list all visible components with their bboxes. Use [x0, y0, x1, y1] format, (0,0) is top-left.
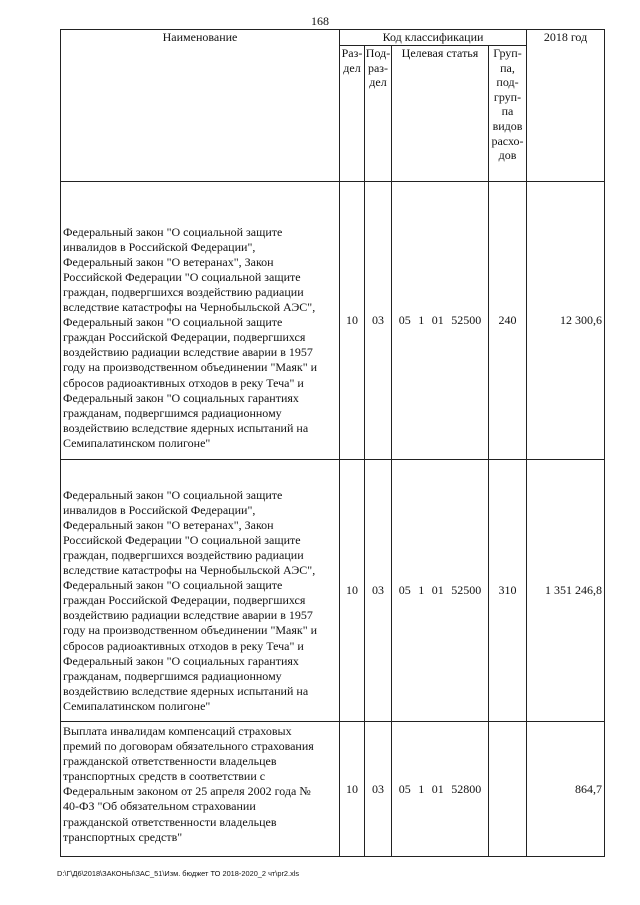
name-line: сбросов радиоактивных отходов в реку Теча" и: [63, 638, 304, 653]
expense-group: 310: [489, 460, 527, 722]
header-classification-code: Код классификации: [340, 30, 527, 46]
row-name: [61, 182, 340, 460]
name-line: Федеральный закон "О социальных гарантиях: [63, 390, 299, 405]
expense-group: 240: [489, 182, 527, 460]
name-line: Федеральный закон "О социальной защите: [63, 224, 283, 239]
name-line: Федеральный закон "О социальной защите: [63, 315, 283, 330]
name-line: Федеральный закон "О социальной защите: [63, 487, 283, 502]
table-row: [61, 182, 605, 460]
header-section-line: Раз-: [341, 46, 363, 60]
name-line: Выплата инвалидам компенсаций страховых: [63, 724, 292, 738]
row-name: [61, 460, 340, 722]
name-line: воздействию вследствие ядерных испытаний на: [63, 420, 309, 435]
header-name: Наименование: [61, 30, 340, 182]
target-subprogram: 1: [418, 583, 425, 597]
header-subsection: [365, 46, 392, 182]
header-group-line: Груп-: [493, 46, 522, 60]
header-section: [340, 46, 365, 182]
header-subsection-line: раз-: [367, 60, 389, 75]
table-row: [61, 722, 605, 857]
target-direction: 52500: [451, 313, 482, 327]
name-line: Семипалатинском полигоне": [63, 435, 211, 450]
name-line: году на производственном объединении "Маяк" и: [63, 623, 318, 638]
file-path-footer: D:\Г\Д6\2018\ЗАКОНЫ\ЗАС_51\Изм. бюджет ТО 2018-2020_2 чт\pr2.xls: [57, 869, 300, 878]
section-code: 10: [340, 182, 365, 460]
name-line: Федеральный закон "О социальных гарантиях: [63, 653, 299, 668]
name-line: Федеральный закон "О ветеранах", Закон: [63, 254, 274, 269]
name-line: вследствие катастрофы на Чернобыльской АЭС",: [63, 300, 316, 315]
name-line: гражданам, подвергшимся радиационному: [63, 668, 282, 683]
header-group-line: под-: [496, 75, 519, 90]
name-line: гражданам, подвергшимся радиационному: [63, 405, 282, 420]
table-row: [61, 460, 605, 722]
name-line: Федеральным законом от 25 апреля 2002 года №: [63, 784, 311, 799]
header-group-line: па,: [500, 60, 515, 75]
expense-group: [489, 722, 527, 857]
section-code: 10: [340, 722, 365, 857]
name-line: Федеральный закон "О ветеранах", Закон: [63, 517, 274, 532]
header-year: 2018 год: [527, 30, 605, 182]
target-article: [392, 722, 489, 857]
name-line: граждан, подвергшихся воздействию радиации: [63, 284, 304, 299]
name-line: Федеральный закон "О социальной защите: [63, 578, 283, 593]
name-line: воздействию вследствие ядерных испытаний на: [63, 683, 309, 698]
header-subsection-line: Под-: [365, 46, 391, 60]
name-line: транспортных средств": [63, 829, 183, 844]
name-line: воздействию радиации вследствие аварии в 1957: [63, 345, 313, 360]
header-group-line: дов: [498, 148, 517, 163]
target-direction: 52800: [451, 781, 482, 796]
header-group-line: расхо-: [491, 133, 524, 148]
amount-2018: 12 300,6: [527, 182, 605, 460]
name-line: Российской Федерации "О социальной защите: [63, 532, 301, 547]
section-code: 10: [340, 460, 365, 722]
name-line: граждан Российской Федерации, подвергшихся: [63, 593, 306, 608]
page-number: 168: [311, 14, 329, 28]
target-article: [392, 460, 489, 722]
name-line: гражданской ответственности владельцев: [63, 814, 277, 829]
amount-2018: 1 351 246,8: [527, 460, 605, 722]
header-target: Целевая статья: [392, 46, 489, 182]
amount-2018: 864,7: [527, 722, 605, 857]
name-line: гражданской ответственности владельцев: [63, 754, 277, 769]
name-line: сбросов радиоактивных отходов в реку Теча" и: [63, 375, 304, 390]
target-event: 01: [431, 313, 444, 327]
header-group-line: видов: [492, 118, 523, 133]
target-program: 05: [398, 583, 411, 597]
target-program: 05: [398, 313, 411, 327]
name-line: граждан Российской Федерации, подвергшихся: [63, 330, 306, 345]
target-program: 05: [398, 781, 411, 796]
name-line: премий по договорам обязательного страхования: [63, 739, 314, 754]
target-direction: 52500: [451, 583, 482, 597]
subsection-code: 03: [365, 460, 392, 722]
name-line: инвалидов в Российской Федерации",: [63, 502, 256, 517]
row-name: [61, 722, 340, 857]
name-line: году на производственном объединении "Маяк" и: [63, 360, 318, 375]
header-group-line: груп-: [493, 89, 522, 104]
name-line: Семипалатинском полигоне": [63, 698, 211, 713]
name-line: Российской Федерации "О социальной защите: [63, 269, 301, 284]
header-group-line: па: [501, 104, 514, 119]
target-subprogram: 1: [418, 781, 425, 796]
target-subprogram: 1: [418, 313, 425, 327]
name-line: граждан, подвергшихся воздействию радиации: [63, 547, 304, 562]
name-line: воздействию радиации вследствие аварии в 1957: [63, 608, 313, 623]
target-event: 01: [431, 781, 444, 796]
subsection-code: 03: [365, 182, 392, 460]
name-line: транспортных средств в соответствии с: [63, 769, 266, 784]
name-line: 40-ФЗ "Об обязательном страховании: [63, 799, 256, 814]
header-group: [489, 46, 527, 182]
budget-table: [60, 29, 605, 857]
target-event: 01: [431, 583, 444, 597]
subsection-code: 03: [365, 722, 392, 857]
header-subsection-line: дел: [369, 75, 387, 90]
name-line: вследствие катастрофы на Чернобыльской АЭС",: [63, 563, 316, 578]
name-line: инвалидов в Российской Федерации",: [63, 239, 256, 254]
target-article: [392, 182, 489, 460]
header-section-line: дел: [343, 60, 361, 75]
